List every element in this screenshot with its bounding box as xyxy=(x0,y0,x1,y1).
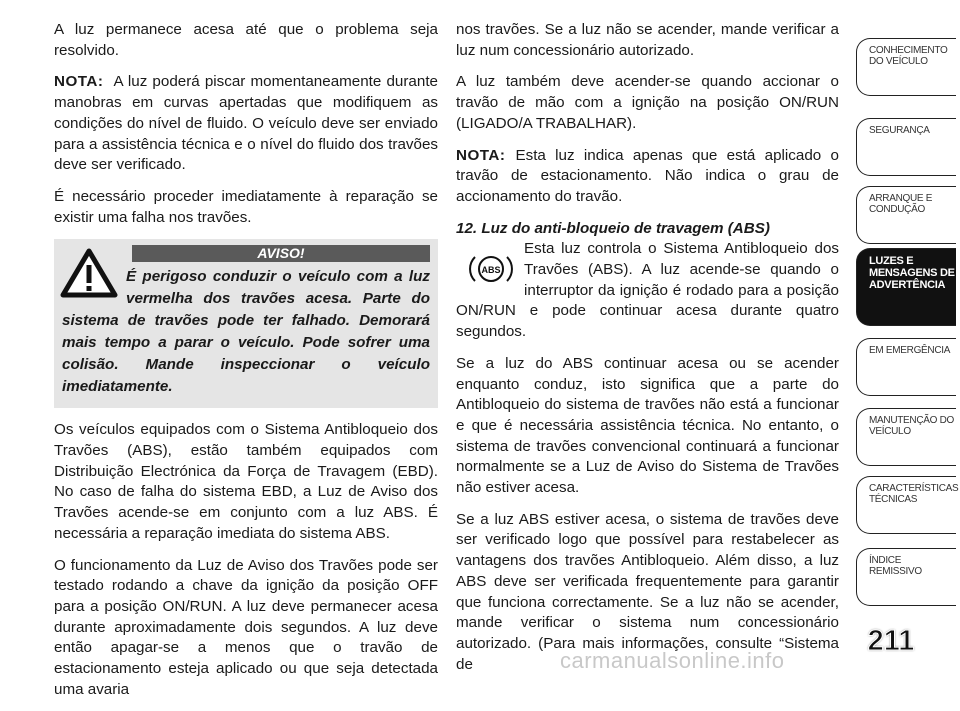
chapter-sidebar xyxy=(856,0,960,678)
watermark: carmanualsonline.info xyxy=(560,648,785,673)
tab-emergencia[interactable]: EM EMERGÊNCIA xyxy=(856,338,956,396)
paragraph: nos travões. Se a luz não se acender, mande verificar a luz num concessionário autorizado. xyxy=(456,21,839,59)
tab-arranque[interactable]: ARRANQUE E CONDUÇÃO xyxy=(856,186,956,244)
paragraph: É necessário proceder imediatamente à reparação se existir uma falha nos travões. xyxy=(54,187,438,226)
left-column xyxy=(54,20,438,711)
tab-seguranca[interactable]: SEGURANÇA xyxy=(856,118,956,176)
abs-icon-label: ABS xyxy=(481,265,501,276)
warning-text: É perigoso conduzir o veículo com a luz vermelha dos travões acesa. Parte do sistema de travões pode ter falhado. Demorará mais tempo a parar o veículo. Pode sofrer uma colisão. Mande inspeccionar o veículo imediatamente. xyxy=(62,268,430,396)
section-title: 12. Luz do anti-bloqueio de travagem (ABS) xyxy=(456,219,770,237)
paragraph: Se a luz do ABS continuar acesa ou se acender enquanto conduz, isto significa que a parte do Antibloqueio do sistema de travões não está a funcionar e que é necessária assistência técnica. No entanto, o sistema de travões convencional continuará a funcionar normalmente se a Luz de Aviso do Sistema de Travões não estiver acesa. xyxy=(456,354,839,497)
paragraph: O funcionamento da Luz de Aviso dos Travões pode ser testado rodando a chave da ignição da posição OFF para a posição ON/RUN. A luz deve permanecer acesa durante aproximadamente dois segundos. A luz deve então apagar-se a menos que o travão de estacionamento esteja aplicado ou que seja detectada uma avaria xyxy=(54,556,438,698)
note-text: A luz poderá piscar momentaneamente durante manobras em curvas apertadas que modifiquem as condições do nível de fluido. O veículo deve ser enviado para a assistência técnica e o nível do fluido dos travões deve ser verificado. xyxy=(54,73,438,174)
tab-manutencao[interactable]: MANUTENÇÃO DO VEÍCULO xyxy=(856,408,956,466)
page-number: 211 xyxy=(867,625,915,657)
tab-indice[interactable]: ÍNDICE REMISSIVO xyxy=(856,548,956,606)
note-label: NOTA: xyxy=(456,146,506,164)
abs-text: Esta luz controla o Sistema Antibloqueio dos Travões (ABS). A luz acende-se quando o interruptor da ignição é rodado para a posição ON/RUN e pode continuar acesa durante quatro segundos. xyxy=(456,240,839,341)
note-label: NOTA: xyxy=(54,73,104,91)
abs-warning-icon xyxy=(466,249,516,289)
tab-caracteristicas[interactable]: CARACTERÍSTICAS TÉCNICAS xyxy=(856,476,956,534)
paragraph: Os veículos equipados com o Sistema Antibloqueio dos Travões (ABS), estão também equipados com Distribuição Electrónica da Força de Travagem (EBD). No caso de falha do sistema EBD, a Luz de Aviso dos Travões acende-se em conjunto com a luz ABS. É necessária a reparação imediata do sistema ABS. xyxy=(54,421,438,542)
note-paragraph xyxy=(54,72,438,176)
warning-content xyxy=(62,266,430,398)
note-text: Esta luz indica apenas que está aplicado o travão de estacionamento. Não indica o grau de accionamento do travão. xyxy=(456,146,839,205)
tab-luzes[interactable]: LUZES E MENSAGENS DE ADVERTÊNCIA xyxy=(856,248,956,326)
paragraph: A luz também deve acender-se quando accionar o travão de mão com a ignição na posição ON/RUN (LIGADO/A TRABALHAR). xyxy=(456,73,839,132)
tab-conhecimento[interactable]: CONHECIMENTO DO VEÍCULO xyxy=(856,38,956,96)
right-column xyxy=(456,20,839,686)
note-paragraph xyxy=(456,146,839,208)
warning-title: AVISO! xyxy=(132,245,430,262)
warning-box xyxy=(54,239,438,408)
paragraph: A luz permanece acesa até que o problema seja resolvido. xyxy=(54,21,438,59)
warning-triangle-icon xyxy=(60,248,118,298)
abs-paragraph xyxy=(456,239,839,343)
paragraph: Se a luz ABS estiver acesa, o sistema de travões deve ser verificado logo que possível para restabelecer as vantagens dos travões Antibloqueio. Além disso, a luz ABS deve ser verificada frequentemente para garantir que funciona correctamente. Se a luz não se acender, mande verificar o sistema num concessionário autorizado. (Para mais informações, consulte “Sistema de xyxy=(456,510,839,673)
